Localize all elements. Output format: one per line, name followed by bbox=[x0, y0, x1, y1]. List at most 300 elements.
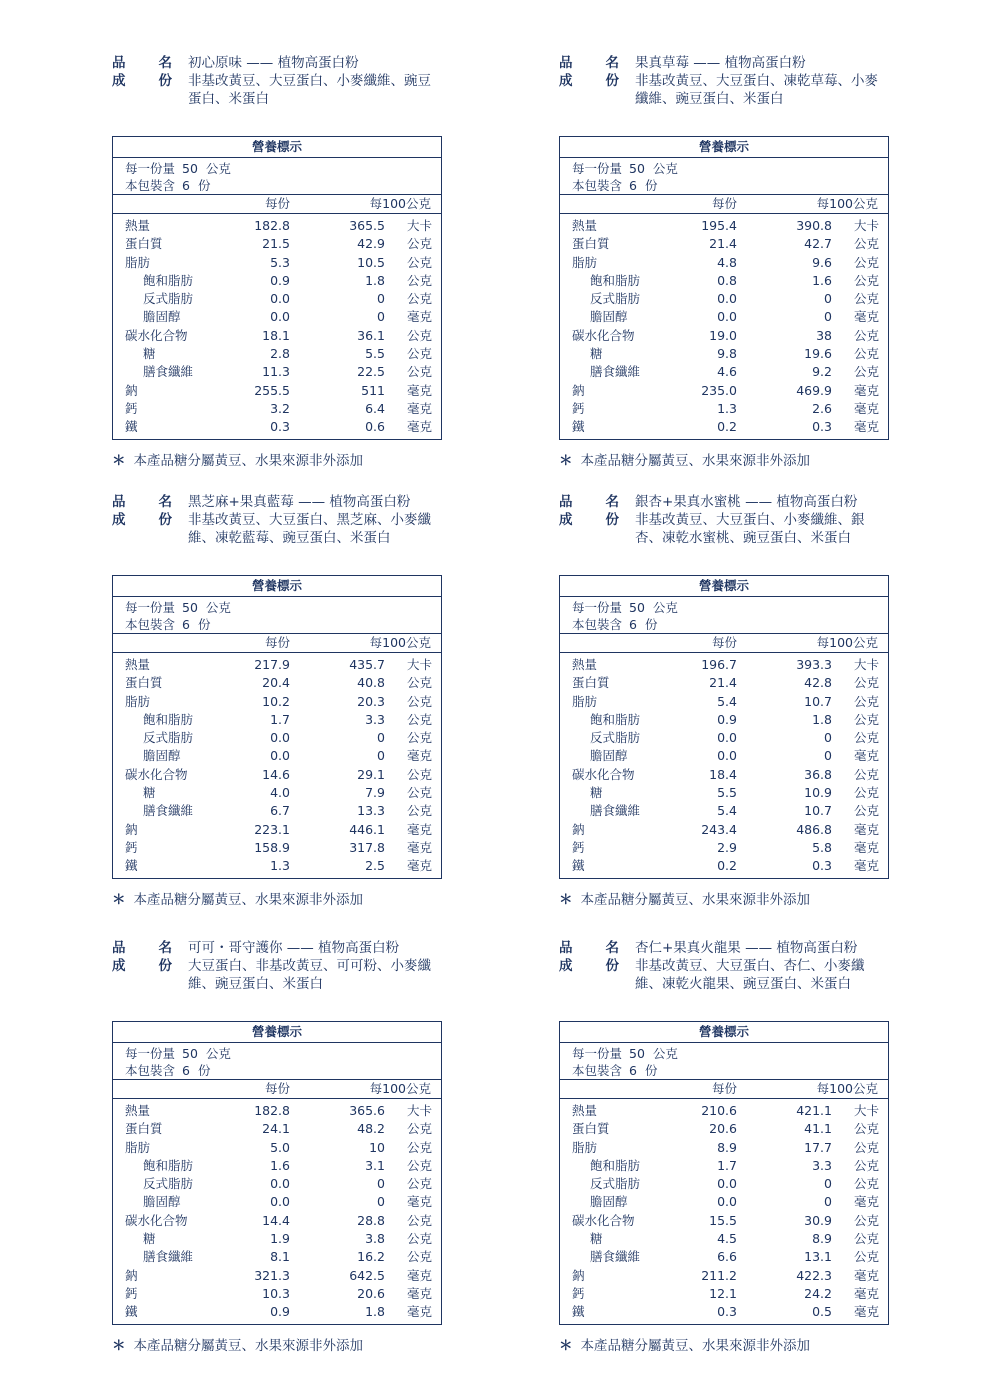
nutrient-per-serving: 21.4 bbox=[709, 675, 737, 691]
nutrient-per-serving: 0.9 bbox=[270, 1304, 290, 1320]
nutrient-unit: 公克 bbox=[854, 1121, 880, 1137]
note-text: 本產品糖分屬黃豆、水果來源非外添加 bbox=[133, 453, 363, 469]
nutrient-per-100g: 0 bbox=[824, 1176, 832, 1192]
product-panel bbox=[559, 54, 893, 474]
ingredients-text: 蛋白、米蛋白 bbox=[188, 91, 269, 107]
nutrient-per-100g: 48.2 bbox=[357, 1121, 385, 1137]
nutrient-row bbox=[560, 1157, 888, 1175]
product-name: 黑芝麻+果真藍莓 —— 植物高蛋白粉 bbox=[188, 494, 411, 510]
nutrient-per-100g: 0 bbox=[824, 748, 832, 764]
nutrient-unit: 毫克 bbox=[407, 1304, 433, 1320]
ingr-key-char-1: 成 bbox=[559, 512, 573, 528]
sugar-note bbox=[559, 1337, 810, 1355]
name-key-char-2: 名 bbox=[605, 494, 619, 510]
column-header bbox=[560, 633, 888, 653]
col-per-100g: 每100公克 bbox=[369, 1081, 431, 1096]
serving-value: 50 bbox=[182, 600, 198, 615]
nutrient-per-100g: 9.2 bbox=[812, 364, 832, 380]
nutrient-unit: 公克 bbox=[407, 711, 433, 727]
nutrient-unit: 大卡 bbox=[854, 1103, 880, 1118]
product-name-row bbox=[112, 493, 446, 511]
serving-value: 50 bbox=[182, 161, 198, 176]
product-panel bbox=[112, 939, 446, 1359]
nutrient-row bbox=[560, 784, 888, 802]
nutrient-per-serving: 1.7 bbox=[717, 1157, 737, 1173]
nutrient-row bbox=[560, 1139, 888, 1157]
nutrient-per-serving: 0.3 bbox=[717, 1304, 737, 1320]
sugar-note bbox=[559, 891, 810, 909]
ingredients-key bbox=[112, 90, 188, 108]
pack-value: 6 bbox=[629, 617, 637, 632]
col-per-serving: 每份 bbox=[264, 635, 290, 650]
nutrient-per-100g: 1.8 bbox=[365, 1304, 385, 1320]
nutrient-per-serving: 2.9 bbox=[717, 839, 737, 855]
nutrient-per-100g: 422.3 bbox=[796, 1267, 832, 1283]
nutrient-name: 鈣 bbox=[572, 1285, 585, 1301]
nutrient-row bbox=[560, 363, 888, 381]
nutrient-unit: 毫克 bbox=[854, 748, 880, 764]
nutrient-row bbox=[560, 1193, 888, 1211]
nutrient-name: 蛋白質 bbox=[572, 236, 610, 252]
pack-value: 6 bbox=[182, 617, 190, 632]
nutrient-name: 膳食纖維 bbox=[143, 364, 194, 380]
nutrient-per-100g: 6.4 bbox=[365, 400, 385, 416]
nutrient-row bbox=[560, 674, 888, 692]
nutrient-per-serving: 18.1 bbox=[262, 327, 290, 343]
nutrient-per-100g: 0.5 bbox=[812, 1304, 832, 1320]
nutrient-row bbox=[560, 1120, 888, 1138]
nutrient-per-serving: 0.0 bbox=[270, 1176, 290, 1192]
nutrient-name: 碳水化合物 bbox=[125, 327, 188, 343]
pack-label: 本包裝含 bbox=[125, 617, 176, 632]
nutrient-per-100g: 30.9 bbox=[804, 1212, 832, 1228]
ingr-key-char-1: 成 bbox=[112, 512, 126, 528]
nutrient-row bbox=[113, 290, 441, 308]
nutrient-row bbox=[113, 1248, 441, 1266]
col-per-serving: 每份 bbox=[711, 1081, 737, 1096]
nutrient-name: 脂肪 bbox=[572, 254, 598, 270]
product-name: 可可・哥守護你 —— 植物高蛋白粉 bbox=[188, 940, 400, 956]
nutrient-unit: 毫克 bbox=[407, 821, 433, 837]
nutrient-unit: 毫克 bbox=[407, 419, 433, 435]
nutrient-row bbox=[560, 1212, 888, 1230]
ingredients-key bbox=[559, 72, 635, 90]
nutrient-unit: 公克 bbox=[854, 785, 880, 801]
ingredients-key bbox=[559, 529, 635, 547]
nutrient-per-100g: 1.6 bbox=[812, 272, 832, 288]
product-header bbox=[559, 939, 893, 993]
nutrient-name: 蛋白質 bbox=[572, 675, 610, 691]
nutrient-per-100g: 0.3 bbox=[812, 858, 832, 874]
col-per-serving: 每份 bbox=[264, 196, 290, 211]
serving-info bbox=[113, 158, 441, 194]
nutrition-title: 營養標示 bbox=[560, 576, 888, 597]
nutrient-row bbox=[113, 235, 441, 253]
nutrient-per-100g: 511 bbox=[361, 382, 385, 398]
nutrient-per-serving: 8.1 bbox=[270, 1249, 290, 1265]
nutrient-per-serving: 195.4 bbox=[701, 218, 737, 233]
nutrient-per-100g: 10.5 bbox=[357, 254, 385, 270]
nutrient-per-serving: 211.2 bbox=[701, 1267, 737, 1283]
nutrient-row bbox=[560, 766, 888, 784]
nutrient-unit: 毫克 bbox=[407, 748, 433, 764]
note-asterisk: ＊ bbox=[559, 453, 573, 469]
nutrient-per-serving: 21.4 bbox=[709, 236, 737, 252]
name-key-char-2: 名 bbox=[158, 55, 172, 71]
nutrient-name: 反式脂肪 bbox=[143, 291, 194, 307]
nutrient-name: 飽和脂肪 bbox=[590, 272, 641, 288]
nutrient-name: 鐵 bbox=[572, 1304, 585, 1320]
name-key-char-2: 名 bbox=[158, 494, 172, 510]
nutrient-per-100g: 0.6 bbox=[365, 419, 385, 435]
nutrient-per-100g: 365.6 bbox=[349, 1103, 385, 1118]
ingr-key-char-2: 份 bbox=[605, 73, 619, 89]
nutrient-per-serving: 0.0 bbox=[270, 730, 290, 746]
nutrient-per-serving: 0.0 bbox=[717, 1194, 737, 1210]
nutrient-row bbox=[560, 839, 888, 857]
nutrient-per-100g: 13.3 bbox=[357, 803, 385, 819]
product-header bbox=[112, 939, 446, 993]
nutrient-name: 脂肪 bbox=[125, 1139, 151, 1155]
nutrient-name: 鐵 bbox=[125, 1304, 138, 1320]
note-text: 本產品糖分屬黃豆、水果來源非外添加 bbox=[580, 453, 810, 469]
serving-label: 每一份量 bbox=[125, 1046, 176, 1061]
nutrient-per-serving: 0.0 bbox=[270, 1194, 290, 1210]
nutrient-unit: 公克 bbox=[407, 1212, 433, 1228]
nutrient-per-serving: 0.0 bbox=[270, 291, 290, 307]
nutrient-name: 飽和脂肪 bbox=[143, 272, 194, 288]
nutrient-per-serving: 0.2 bbox=[717, 419, 737, 435]
nutrient-row bbox=[560, 1303, 888, 1321]
nutrient-name: 鐵 bbox=[125, 419, 138, 435]
nutrient-unit: 公克 bbox=[407, 1157, 433, 1173]
nutrient-unit: 公克 bbox=[407, 236, 433, 252]
nutrient-row bbox=[560, 308, 888, 326]
serving-unit: 公克 bbox=[652, 161, 678, 176]
nutrient-name: 熱量 bbox=[572, 657, 598, 672]
nutrient-per-serving: 182.8 bbox=[254, 218, 290, 233]
nutrient-unit: 公克 bbox=[854, 1231, 880, 1247]
product-name-key bbox=[559, 493, 635, 511]
nutrient-row bbox=[113, 1139, 441, 1157]
column-header bbox=[113, 633, 441, 653]
sugar-note bbox=[112, 452, 363, 470]
nutrient-per-100g: 0 bbox=[824, 291, 832, 307]
nutrient-per-100g: 3.3 bbox=[812, 1157, 832, 1173]
nutrient-per-serving: 0.0 bbox=[270, 309, 290, 325]
nutrient-unit: 毫克 bbox=[407, 1267, 433, 1283]
nutrient-unit: 公克 bbox=[854, 272, 880, 288]
nutrient-per-serving: 0.0 bbox=[717, 291, 737, 307]
serving-info bbox=[113, 1043, 441, 1079]
nutrient-per-100g: 9.6 bbox=[812, 254, 832, 270]
nutrient-row bbox=[560, 345, 888, 363]
serving-value: 50 bbox=[629, 600, 645, 615]
nutrition-table bbox=[112, 1021, 442, 1325]
nutrient-per-serving: 19.0 bbox=[709, 327, 737, 343]
ingr-key-char-1: 成 bbox=[559, 958, 573, 974]
nutrient-name: 碳水化合物 bbox=[572, 766, 635, 782]
pack-unit: 份 bbox=[197, 1063, 211, 1078]
nutrient-name: 反式脂肪 bbox=[590, 291, 641, 307]
nutrient-name: 蛋白質 bbox=[125, 1121, 163, 1137]
nutrient-name: 鈉 bbox=[125, 1267, 138, 1283]
nutrient-name: 鈣 bbox=[572, 400, 585, 416]
nutrient-name: 脂肪 bbox=[572, 1139, 598, 1155]
pack-unit: 份 bbox=[644, 178, 658, 193]
nutrient-row bbox=[560, 802, 888, 820]
nutrient-per-serving: 196.7 bbox=[701, 657, 737, 672]
product-name-key bbox=[112, 939, 188, 957]
name-key-char-2: 名 bbox=[158, 940, 172, 956]
nutrient-unit: 毫克 bbox=[407, 839, 433, 855]
nutrition-table bbox=[112, 136, 442, 440]
note-asterisk: ＊ bbox=[559, 1338, 573, 1354]
ingredients-row bbox=[112, 957, 446, 975]
nutrient-row bbox=[560, 747, 888, 765]
nutrient-per-serving: 10.2 bbox=[262, 693, 290, 709]
serving-label: 每一份量 bbox=[125, 161, 176, 176]
nutrient-per-100g: 0 bbox=[824, 1194, 832, 1210]
serving-size bbox=[572, 160, 888, 177]
nutrient-unit: 公克 bbox=[407, 1231, 433, 1247]
note-text: 本產品糖分屬黃豆、水果來源非外添加 bbox=[133, 1338, 363, 1354]
nutrient-per-serving: 235.0 bbox=[701, 382, 737, 398]
nutrient-name: 碳水化合物 bbox=[572, 1212, 635, 1228]
ingredients-row bbox=[112, 511, 446, 529]
nutrient-unit: 公克 bbox=[854, 766, 880, 782]
nutrient-unit: 毫克 bbox=[407, 1285, 433, 1301]
nutrient-name: 膽固醇 bbox=[590, 748, 628, 764]
nutrient-name: 反式脂肪 bbox=[143, 730, 194, 746]
sugar-note bbox=[559, 452, 810, 470]
nutrient-per-serving: 0.0 bbox=[717, 309, 737, 325]
nutrient-name: 膳食纖維 bbox=[143, 1249, 194, 1265]
nutrient-row bbox=[113, 1303, 441, 1321]
ingredients-key bbox=[112, 957, 188, 975]
nutrient-per-serving: 2.8 bbox=[270, 346, 290, 362]
nutrition-title: 營養標示 bbox=[113, 137, 441, 158]
nutrition-table bbox=[112, 575, 442, 879]
nutrient-unit: 公克 bbox=[407, 766, 433, 782]
nutrient-name: 膳食纖維 bbox=[590, 364, 641, 380]
nutrient-unit: 毫克 bbox=[854, 839, 880, 855]
nutrient-name: 膽固醇 bbox=[143, 309, 181, 325]
col-per-serving: 每份 bbox=[711, 635, 737, 650]
nutrition-table bbox=[559, 575, 889, 879]
product-name: 銀杏+果真水蜜桃 —— 植物高蛋白粉 bbox=[635, 494, 858, 510]
note-asterisk: ＊ bbox=[112, 1338, 126, 1354]
serving-unit: 公克 bbox=[205, 1046, 231, 1061]
col-per-100g: 每100公克 bbox=[369, 635, 431, 650]
serving-size bbox=[125, 160, 441, 177]
servings-per-pack bbox=[125, 1062, 441, 1079]
nutrient-name: 碳水化合物 bbox=[125, 1212, 188, 1228]
nutrient-per-100g: 3.8 bbox=[365, 1231, 385, 1247]
nutrient-unit: 公克 bbox=[407, 327, 433, 343]
nutrient-per-serving: 4.8 bbox=[717, 254, 737, 270]
nutrient-row bbox=[560, 327, 888, 345]
nutrient-unit: 公克 bbox=[854, 693, 880, 709]
nutrient-unit: 公克 bbox=[854, 364, 880, 380]
nutrient-per-serving: 8.9 bbox=[717, 1139, 737, 1155]
note-asterisk: ＊ bbox=[112, 453, 126, 469]
nutrient-unit: 毫克 bbox=[854, 858, 880, 874]
pack-unit: 份 bbox=[644, 617, 658, 632]
nutrient-per-100g: 10 bbox=[369, 1139, 385, 1155]
nutrient-row bbox=[560, 1285, 888, 1303]
nutrient-name: 熱量 bbox=[125, 1103, 151, 1118]
nutrient-row bbox=[113, 821, 441, 839]
nutrient-unit: 公克 bbox=[407, 291, 433, 307]
nutrient-row bbox=[560, 272, 888, 290]
nutrient-per-serving: 5.3 bbox=[270, 254, 290, 270]
serving-value: 50 bbox=[629, 1046, 645, 1061]
nutrient-row bbox=[113, 656, 441, 674]
nutrient-per-serving: 0.9 bbox=[270, 272, 290, 288]
nutrient-per-100g: 28.8 bbox=[357, 1212, 385, 1228]
sugar-note bbox=[112, 1337, 363, 1355]
serving-size bbox=[125, 599, 441, 616]
nutrient-row bbox=[113, 382, 441, 400]
note-text: 本產品糖分屬黃豆、水果來源非外添加 bbox=[580, 1338, 810, 1354]
nutrient-row bbox=[113, 729, 441, 747]
serving-label: 每一份量 bbox=[572, 600, 623, 615]
nutrient-per-100g: 0 bbox=[824, 730, 832, 746]
serving-value: 50 bbox=[182, 1046, 198, 1061]
pack-label: 本包裝含 bbox=[125, 1063, 176, 1078]
nutrient-per-serving: 6.7 bbox=[270, 803, 290, 819]
nutrient-row bbox=[560, 729, 888, 747]
nutrient-unit: 毫克 bbox=[407, 858, 433, 874]
nutrient-per-100g: 13.1 bbox=[804, 1249, 832, 1265]
nutrient-unit: 毫克 bbox=[407, 309, 433, 325]
nutrient-row bbox=[113, 857, 441, 875]
product-name-key bbox=[112, 493, 188, 511]
name-key-char-1: 品 bbox=[112, 55, 126, 71]
nutrient-name: 糖 bbox=[590, 785, 603, 801]
nutrient-row bbox=[560, 254, 888, 272]
nutrient-row bbox=[113, 272, 441, 290]
nutrient-per-serving: 0.0 bbox=[717, 1176, 737, 1192]
note-text: 本產品糖分屬黃豆、水果來源非外添加 bbox=[580, 892, 810, 908]
nutrient-unit: 大卡 bbox=[854, 218, 880, 233]
ingredients-text: 大豆蛋白、非基改黃豆、可可粉、小麥纖 bbox=[188, 958, 431, 974]
nutrient-per-serving: 12.1 bbox=[709, 1285, 737, 1301]
nutrient-name: 膽固醇 bbox=[143, 1194, 181, 1210]
name-key-char-1: 品 bbox=[112, 494, 126, 510]
nutrient-per-serving: 9.8 bbox=[717, 346, 737, 362]
nutrient-per-100g: 29.1 bbox=[357, 766, 385, 782]
nutrient-unit: 公克 bbox=[407, 693, 433, 709]
nutrient-per-serving: 0.9 bbox=[717, 711, 737, 727]
nutrient-per-100g: 421.1 bbox=[796, 1103, 832, 1118]
nutrient-per-serving: 10.3 bbox=[262, 1285, 290, 1301]
nutrient-per-serving: 0.8 bbox=[717, 272, 737, 288]
nutrient-unit: 公克 bbox=[407, 803, 433, 819]
nutrient-per-serving: 223.1 bbox=[254, 821, 290, 837]
ingr-key-char-1: 成 bbox=[112, 73, 126, 89]
nutrient-per-100g: 0 bbox=[824, 309, 832, 325]
ingredients-row bbox=[112, 529, 446, 547]
nutrient-unit: 毫克 bbox=[854, 1267, 880, 1283]
serving-size bbox=[572, 1045, 888, 1062]
nutrient-row bbox=[113, 1157, 441, 1175]
nutrient-rows bbox=[560, 653, 888, 876]
nutrient-unit: 大卡 bbox=[407, 1103, 433, 1118]
nutrient-unit: 公克 bbox=[854, 1139, 880, 1155]
name-key-char-1: 品 bbox=[559, 940, 573, 956]
nutrient-name: 脂肪 bbox=[125, 254, 151, 270]
pack-value: 6 bbox=[182, 178, 190, 193]
nutrient-per-100g: 0 bbox=[377, 1176, 385, 1192]
nutrient-row bbox=[113, 1267, 441, 1285]
nutrient-unit: 公克 bbox=[407, 254, 433, 270]
col-per-serving: 每份 bbox=[264, 1081, 290, 1096]
nutrient-row bbox=[560, 1175, 888, 1193]
nutrient-per-serving: 18.4 bbox=[709, 766, 737, 782]
nutrient-unit: 毫克 bbox=[854, 1285, 880, 1301]
nutrient-unit: 公克 bbox=[854, 1176, 880, 1192]
nutrient-unit: 毫克 bbox=[854, 382, 880, 398]
ingredients-text: 非基改黃豆、大豆蛋白、小麥纖維、銀 bbox=[635, 512, 865, 528]
nutrient-per-serving: 210.6 bbox=[701, 1103, 737, 1118]
nutrient-per-100g: 36.8 bbox=[804, 766, 832, 782]
serving-label: 每一份量 bbox=[572, 1046, 623, 1061]
nutrient-unit: 公克 bbox=[854, 346, 880, 362]
nutrient-per-100g: 0.3 bbox=[812, 419, 832, 435]
nutrient-per-100g: 2.5 bbox=[365, 858, 385, 874]
serving-unit: 公克 bbox=[205, 600, 231, 615]
ingredients-text: 纖維、豌豆蛋白、米蛋白 bbox=[635, 91, 784, 107]
nutrient-name: 膳食纖維 bbox=[590, 803, 641, 819]
nutrient-per-serving: 255.5 bbox=[254, 382, 290, 398]
nutrient-name: 鈣 bbox=[572, 839, 585, 855]
product-name-row bbox=[559, 54, 893, 72]
nutrient-unit: 公克 bbox=[407, 785, 433, 801]
nutrient-per-serving: 1.9 bbox=[270, 1231, 290, 1247]
nutrition-title: 營養標示 bbox=[113, 1022, 441, 1043]
product-name: 杏仁+果真火龍果 —— 植物高蛋白粉 bbox=[635, 940, 858, 956]
nutrient-per-serving: 0.3 bbox=[270, 419, 290, 435]
nutrient-per-serving: 3.2 bbox=[270, 400, 290, 416]
nutrient-per-serving: 243.4 bbox=[701, 821, 737, 837]
nutrient-per-100g: 36.1 bbox=[357, 327, 385, 343]
nutrient-per-100g: 5.8 bbox=[812, 839, 832, 855]
nutrient-name: 糖 bbox=[590, 346, 603, 362]
nutrient-per-serving: 0.0 bbox=[717, 730, 737, 746]
nutrient-per-serving: 20.4 bbox=[262, 675, 290, 691]
nutrient-per-100g: 10.7 bbox=[804, 803, 832, 819]
nutrient-unit: 公克 bbox=[407, 346, 433, 362]
nutrient-per-100g: 393.3 bbox=[796, 657, 832, 672]
nutrient-per-100g: 0 bbox=[377, 730, 385, 746]
serving-info bbox=[560, 597, 888, 633]
name-key-char-1: 品 bbox=[559, 55, 573, 71]
nutrient-unit: 公克 bbox=[854, 327, 880, 343]
name-key-char-1: 品 bbox=[559, 494, 573, 510]
nutrient-name: 膽固醇 bbox=[143, 748, 181, 764]
product-header bbox=[112, 493, 446, 547]
serving-size bbox=[125, 1045, 441, 1062]
nutrient-row bbox=[113, 839, 441, 857]
serving-info bbox=[560, 158, 888, 194]
nutrient-unit: 毫克 bbox=[407, 400, 433, 416]
product-panel bbox=[559, 939, 893, 1359]
ingredients-key bbox=[112, 511, 188, 529]
nutrient-name: 飽和脂肪 bbox=[143, 1157, 194, 1173]
nutrient-per-serving: 1.3 bbox=[717, 400, 737, 416]
